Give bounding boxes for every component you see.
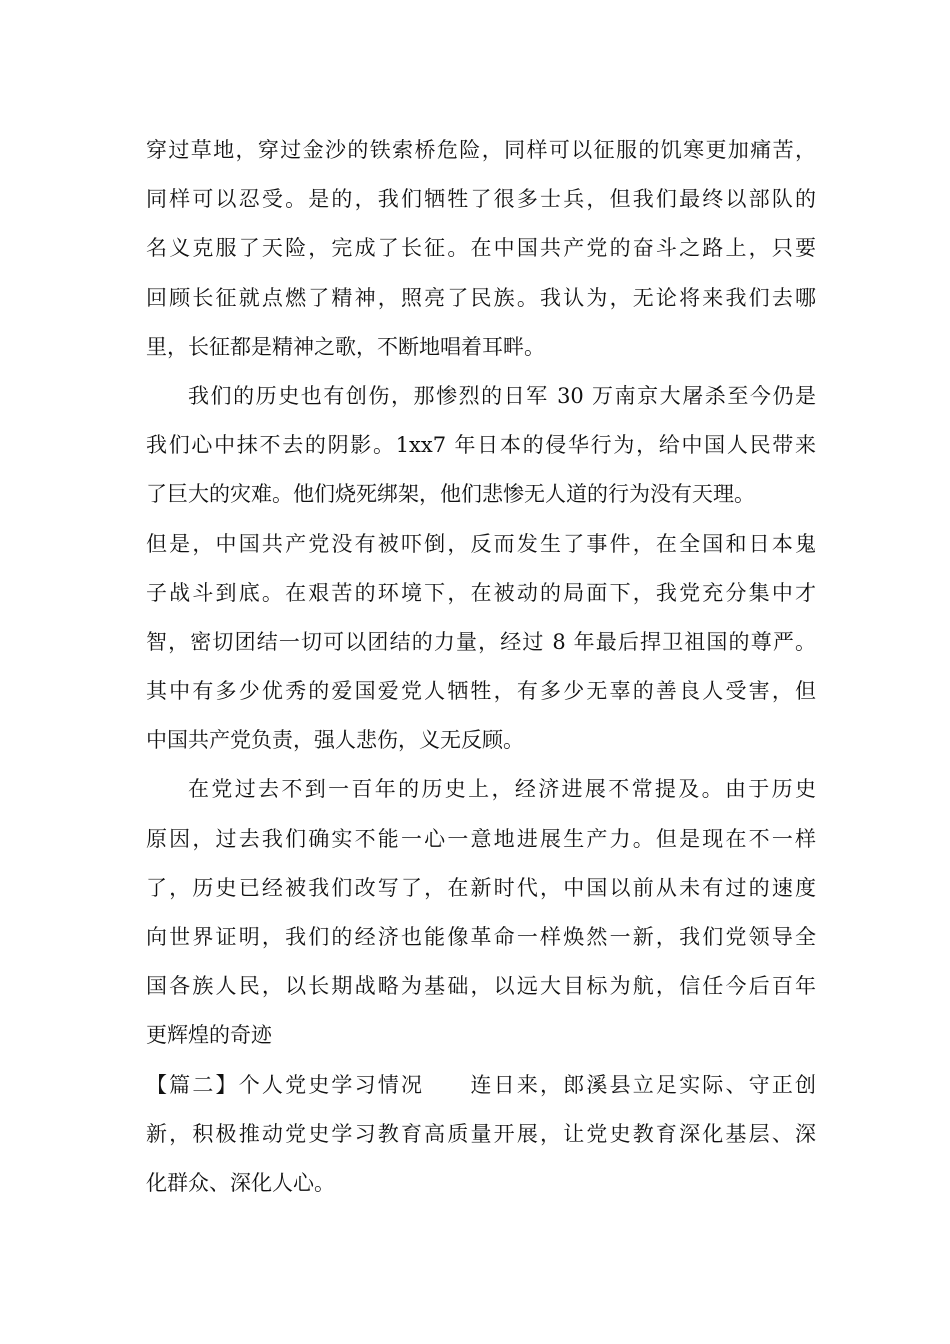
text-line: 我们的历史也有创伤，那惨烈的日军 30 万南京大屠杀至今仍是 xyxy=(188,383,816,408)
document-body xyxy=(146,126,816,1208)
text-line: 我们心中抹不去的阴影。1xx7 年日本的侵华行为，给中国人民带来 xyxy=(146,433,816,458)
text-line: 【篇二】个人党史学习情况 连日来，郎溪县立足实际、守正创 xyxy=(146,1072,816,1097)
text-line: 国各族人民，以长期战略为基础，以远大目标为航，信任今后百年 xyxy=(146,974,816,999)
text-line: 了巨大的灾难。他们烧死绑架，他们悲惨无人道的行为没有天理。 xyxy=(146,482,755,507)
text-line: 回顾长征就点燃了精神，照亮了民族。我认为，无论将来我们去哪 xyxy=(146,285,816,310)
text-line: 子战斗到底。在艰苦的环境下，在被动的局面下，我党充分集中才 xyxy=(146,580,816,605)
text-line: 化群众、深化人心。 xyxy=(146,1170,335,1195)
text-line: 中国共产党负责，强人悲伤，义无反顾。 xyxy=(146,728,524,753)
text-line: 但是，中国共产党没有被吓倒，反而发生了事件，在全国和日本鬼 xyxy=(146,531,816,556)
text-line: 里，长征都是精神之歌，不断地唱着耳畔。 xyxy=(146,334,545,359)
text-line: 原因，过去我们确实不能一心一意地进展生产力。但是现在不一样 xyxy=(146,826,816,851)
text-line: 穿过草地，穿过金沙的铁索桥危险，同样可以征服的饥寒更加痛苦， xyxy=(146,138,816,162)
text-line: 名义克服了天险，完成了长征。在中国共产党的奋斗之路上，只要 xyxy=(146,236,816,261)
text-line: 同样可以忍受。是的，我们牺牲了很多士兵，但我们最终以部队的 xyxy=(146,187,816,212)
text-line: 新，积极推动党史学习教育高质量开展，让党史教育深化基层、深 xyxy=(146,1121,816,1146)
text-line: 其中有多少优秀的爱国爱党人牺牲，有多少无辜的善良人受害，但 xyxy=(146,679,816,704)
text-line: 向世界证明，我们的经济也能像革命一样焕然一新，我们党领导全 xyxy=(146,925,816,949)
text-line: 更辉煌的奇迹 xyxy=(146,1023,272,1048)
text-line: 了，历史已经被我们改写了，在新时代，中国以前从未有过的速度 xyxy=(146,875,816,900)
text-line: 智，密切团结一切可以团结的力量，经过 8 年最后捍卫祖国的尊严。 xyxy=(146,629,816,654)
text-line: 在党过去不到一百年的历史上，经济进展不常提及。由于历史 xyxy=(188,777,816,802)
